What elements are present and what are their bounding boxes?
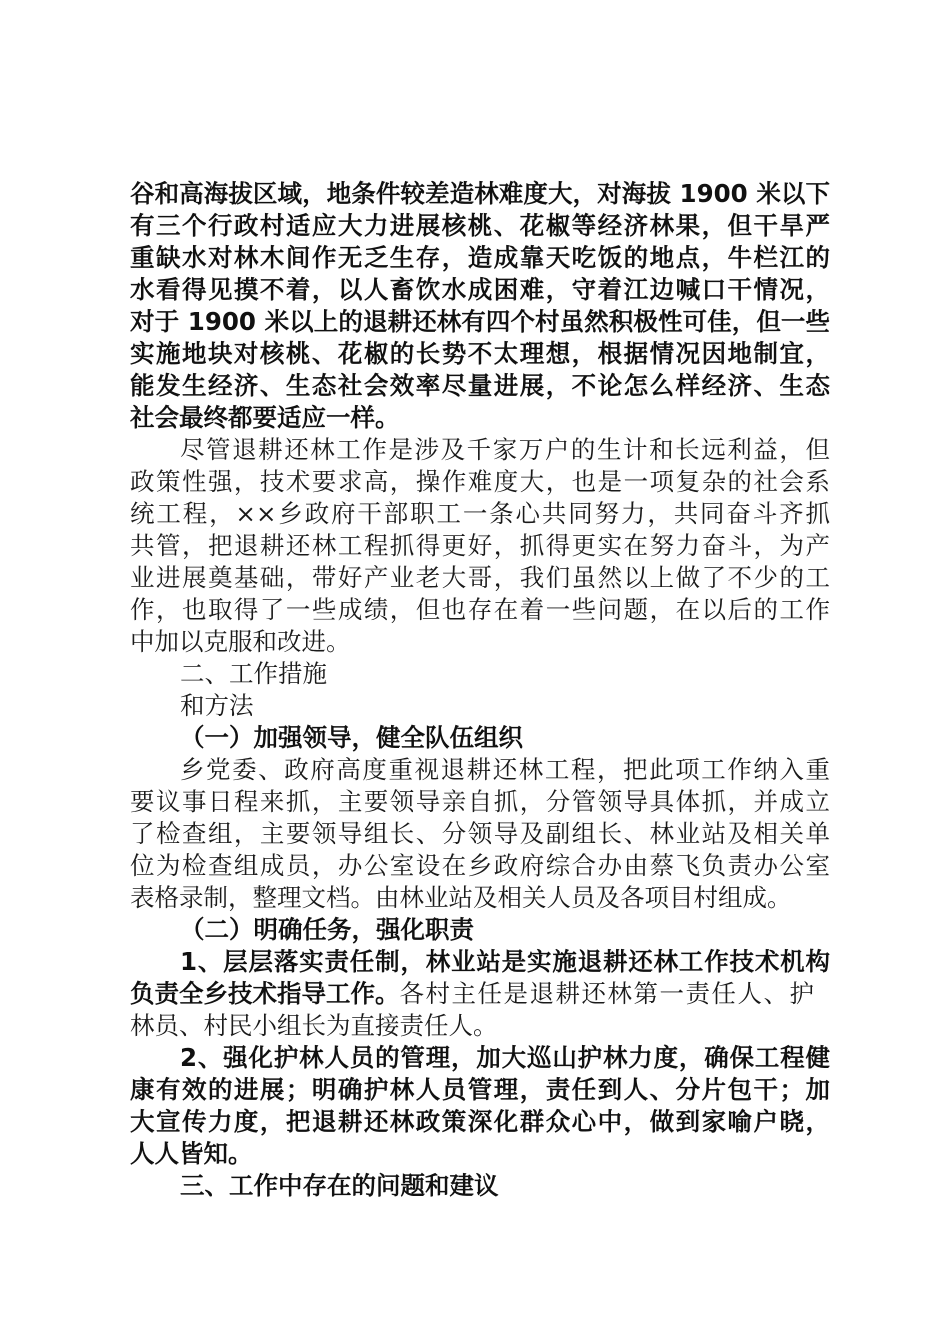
paragraph-1-line: 水看得见摸不着，以人畜饮水成困难，守着江边喊口干情况， bbox=[130, 275, 830, 304]
item-2-line: 2、强化护林人员的管理，加大巡山护林力度，确保工程健 bbox=[180, 1043, 830, 1072]
paragraph-1-line: 有三个行政村适应大力进展核桃、花椒等经济林果，但干旱严 bbox=[130, 211, 830, 240]
item-2-line: 大宣传力度，把退耕还林政策深化群众心中，做到家喻户晓， bbox=[130, 1107, 830, 1136]
paragraph-2-line: 统工程，××乡政府干部职工一条心共同努力，共同奋斗齐抓 bbox=[130, 499, 830, 528]
paragraph-2-line: 共管，把退耕还林工程抓得更好，抓得更实在努力奋斗，为产 bbox=[130, 531, 830, 560]
paragraph-2-line: 中加以克服和改进。 bbox=[130, 627, 351, 656]
paragraph-1-line: 社会最终都要适应一样。 bbox=[130, 403, 400, 432]
paragraph-1-line: 实施地块对核桃、花椒的长势不太理想，根据情况因地制宜， bbox=[130, 339, 830, 368]
paragraph-2-line: 尽管退耕还林工作是涉及千家万户的生计和长远利益，但 bbox=[180, 435, 830, 464]
paragraph-2-line: 政策性强，技术要求高，操作难度大，也是一项复杂的社会系 bbox=[130, 467, 830, 496]
paragraph-1-line: 谷和高海拔区域，地条件较差造林难度大，对海拔 1900 米以下 bbox=[130, 179, 830, 208]
section-heading-2: 二、工作措施 bbox=[180, 659, 327, 688]
item-2-line: 康有效的进展；明确护林人员管理，责任到人、分片包干；加 bbox=[130, 1075, 830, 1104]
item-1-line bbox=[130, 978, 830, 1010]
item-1-light-tail: 各村主任是退耕还林第一责任人、护 bbox=[399, 979, 816, 1008]
paragraph-1-line: 能发生经济、生态社会效率尽量进展，不论怎么样经济、生态 bbox=[130, 371, 830, 400]
paragraph-3-line: 位为检查组成员，办公室设在乡政府综合办由蔡飞负责办公室 bbox=[130, 851, 830, 880]
subsection-heading-1: （一）加强领导，健全队伍组织 bbox=[180, 723, 523, 752]
paragraph-1-line: 重缺水对林木间作无乏生存，造成靠天吃饭的地点，牛栏江的 bbox=[130, 243, 830, 272]
paragraph-3-line: 表格录制，整理文档。由林业站及相关人员及各项目村组成。 bbox=[130, 883, 792, 912]
paragraph-3-line: 了检查组，主要领导组长、分领导及副组长、林业站及相关单 bbox=[130, 819, 830, 848]
item-1-line: 1、层层落实责任制，林业站是实施退耕还林工作技术机构 bbox=[180, 947, 830, 976]
paragraph-2-line: 业进展奠基础，带好产业老大哥，我们虽然以上做了不少的工 bbox=[130, 563, 830, 592]
paragraph-3-line: 乡党委、政府高度重视退耕还林工程，把此项工作纳入重 bbox=[180, 755, 830, 784]
paragraph-2-line: 作，也取得了一些成绩，但也存在着一些问题，在以后的工作 bbox=[130, 595, 830, 624]
item-1-bold-tail: 负责全乡技术指导工作。 bbox=[130, 979, 400, 1008]
subsection-heading-2: （二）明确任务，强化职责 bbox=[180, 915, 474, 944]
paragraph-1-line: 对于 1900 米以上的退耕还林有四个村虽然积极性可佳，但一些 bbox=[130, 307, 830, 336]
paragraph-3-line: 要议事日程来抓，主要领导亲自抓，分管领导具体抓，并成立 bbox=[130, 787, 830, 816]
item-2-line: 人人皆知。 bbox=[130, 1139, 253, 1168]
section-heading-3: 三、工作中存在的问题和建议 bbox=[180, 1171, 499, 1200]
section-heading-2-continued: 和方法 bbox=[180, 691, 254, 720]
item-1-line: 林员、村民小组长为直接责任人。 bbox=[130, 1011, 498, 1040]
